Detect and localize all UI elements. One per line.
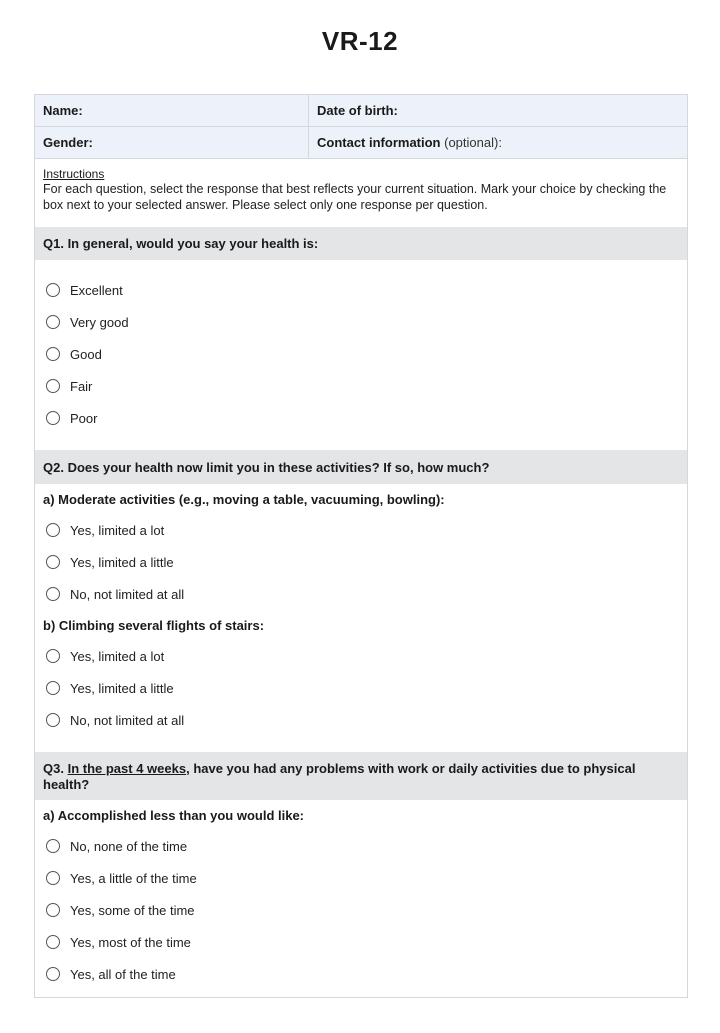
radio-button[interactable] <box>46 839 60 853</box>
radio-button[interactable] <box>46 681 60 695</box>
radio-button[interactable] <box>46 713 60 727</box>
radio-button[interactable] <box>46 903 60 917</box>
radio-button[interactable] <box>46 587 60 601</box>
name-label: Name: <box>43 103 83 118</box>
q2a-label: a) Moderate activities (e.g., moving a table, vacuuming, bowling): <box>43 491 445 507</box>
q2a-option[interactable] <box>35 578 687 610</box>
instructions-text: For each question, select the response that best reflects your current situation. Mark your choice by checking the box next to your selected answer. Please select only one response per question. <box>43 182 667 212</box>
contact-optional-label: (optional): <box>444 135 502 150</box>
name-field[interactable] <box>35 95 309 126</box>
q1-header <box>35 227 687 260</box>
q3a-option[interactable] <box>35 862 687 894</box>
q3a-option[interactable] <box>35 926 687 958</box>
q2-label: Q2. Does your health now limit you in these activities? If so, how much? <box>43 459 490 475</box>
instructions <box>35 159 687 227</box>
radio-button[interactable] <box>46 283 60 297</box>
option-label: Yes, most of the time <box>70 934 191 950</box>
option-label: Poor <box>70 410 98 426</box>
q3-rest: , have you had any problems with work or daily activities due to physical health? <box>43 761 636 792</box>
radio-button[interactable] <box>46 935 60 949</box>
q1-option[interactable] <box>35 306 687 338</box>
q1-options <box>35 274 687 434</box>
radio-button[interactable] <box>46 379 60 393</box>
radio-button[interactable] <box>46 649 60 663</box>
radio-button[interactable] <box>46 555 60 569</box>
q2a-option[interactable] <box>35 546 687 578</box>
option-label: Fair <box>70 378 93 394</box>
option-label: Yes, all of the time <box>70 966 176 982</box>
radio-button[interactable] <box>46 967 60 981</box>
contact-field[interactable] <box>309 127 687 158</box>
option-label: No, none of the time <box>70 838 188 854</box>
q3-timeframe: In the past 4 weeks <box>67 761 187 776</box>
option-label: No, not limited at all <box>70 586 185 602</box>
q2a-option[interactable] <box>35 514 687 546</box>
option-label: Yes, limited a lot <box>70 648 165 664</box>
option-label: Yes, some of the time <box>70 902 195 918</box>
q2b-label: b) Climbing several flights of stairs: <box>43 617 265 633</box>
radio-button[interactable] <box>46 411 60 425</box>
option-label: Yes, limited a little <box>70 680 174 696</box>
form-title: VR-12 <box>321 26 399 56</box>
info-row-1 <box>35 95 687 127</box>
vr12-form <box>34 94 688 998</box>
q1-label: Q1. In general, would you say your health is: <box>43 236 319 251</box>
gender-label: Gender: <box>43 135 93 150</box>
option-label: Yes, limited a little <box>70 554 174 570</box>
option-label: No, not limited at all <box>70 712 185 728</box>
contact-label: Contact information <box>317 135 441 150</box>
option-label: Yes, limited a lot <box>70 522 165 538</box>
q1-option[interactable] <box>35 274 687 306</box>
q2b-option[interactable] <box>35 704 687 736</box>
option-label: Yes, a little of the time <box>70 870 197 886</box>
q3a-option[interactable] <box>35 894 687 926</box>
q3-prefix: Q3. <box>43 761 64 776</box>
option-label: Good <box>70 346 102 362</box>
q2b-option[interactable] <box>35 640 687 672</box>
q3a-option[interactable] <box>35 958 687 990</box>
option-label: Very good <box>70 314 129 330</box>
dob-field[interactable] <box>309 95 687 126</box>
radio-button[interactable] <box>46 315 60 329</box>
radio-button[interactable] <box>46 871 60 885</box>
q1-option[interactable] <box>35 402 687 434</box>
q3-header <box>35 752 687 800</box>
dob-label: Date of birth: <box>317 103 398 118</box>
q1-option[interactable] <box>35 370 687 402</box>
q3a-label: a) Accomplished less than you would like: <box>43 807 305 823</box>
q3-label <box>43 761 679 793</box>
info-row-2 <box>35 127 687 159</box>
q2-header <box>35 450 687 484</box>
option-label: Excellent <box>70 282 123 298</box>
instructions-heading: Instructions <box>43 167 105 181</box>
gender-field[interactable] <box>35 127 309 158</box>
q3a-option[interactable] <box>35 830 687 862</box>
q2b-option[interactable] <box>35 672 687 704</box>
radio-button[interactable] <box>46 347 60 361</box>
q1-option[interactable] <box>35 338 687 370</box>
radio-button[interactable] <box>46 523 60 537</box>
